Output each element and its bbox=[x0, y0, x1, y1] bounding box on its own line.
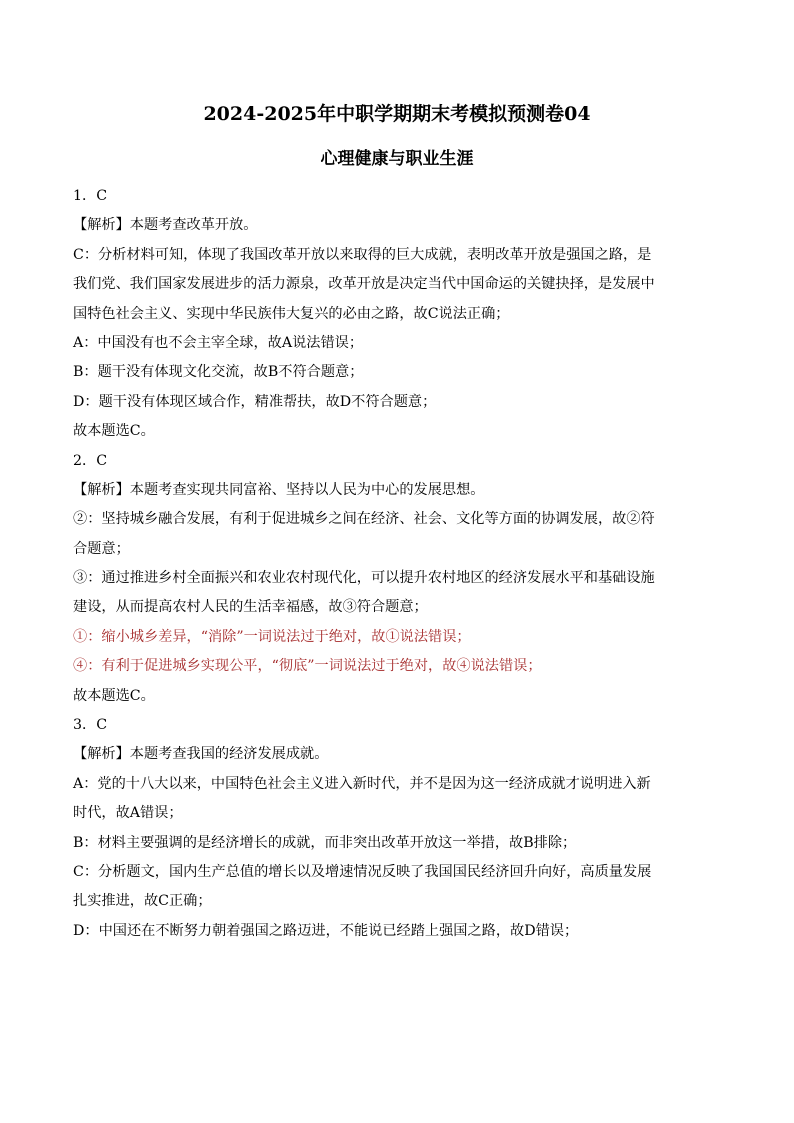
answer-content bbox=[73, 182, 723, 946]
answer-line: C：分析题文，国内生产总值的增长以及增速情况反映了我国国民经济回升向好，高质量发展 bbox=[73, 863, 652, 880]
answer-line: ③：通过推进乡村全面振兴和农业农村现代化，可以提升农村地区的经济发展水平和基础设施 bbox=[73, 570, 655, 587]
answer-line: 我们党、我们国家发展进步的活力源泉，改革开放是决定当代中国命运的关键抉择，是发展中 bbox=[73, 276, 655, 293]
answer-line: 时代，故A错误； bbox=[73, 805, 183, 822]
answer-line: 【解析】本题考查改革开放。 bbox=[73, 217, 258, 234]
answer-line: 故本题选C。 bbox=[73, 423, 155, 440]
answer-line: 2．C bbox=[73, 452, 108, 469]
answer-line: 【解析】本题考查实现共同富裕、坚持以人民为中心的发展思想。 bbox=[73, 481, 485, 498]
answer-line: 扎实推进，故C正确； bbox=[73, 893, 212, 910]
answer-line: 国特色社会主义、实现中华民族伟大复兴的必由之路，故C说法正确； bbox=[73, 305, 510, 322]
answer-line: B：题干没有体现文化交流，故B不符合题意； bbox=[73, 364, 364, 381]
answer-line: A：党的十八大以来，中国特色社会主义进入新时代，并不是因为这一经济成就才说明进入新 bbox=[73, 775, 651, 792]
page-subtitle: 心理健康与职业生涯 bbox=[320, 149, 474, 169]
answer-line: D：中国还在不断努力朝着强国之路迈进，不能说已经踏上强国之路，故D错误； bbox=[73, 922, 579, 939]
page-title: 2024-2025年中职学期期末考模拟预测卷04 bbox=[203, 103, 591, 125]
answer-line: C：分析材料可知，体现了我国改革开放以来取得的巨大成就，表明改革开放是强国之路，是 bbox=[73, 246, 652, 263]
answer-line: ②：坚持城乡融合发展，有利于促进城乡之间在经济、社会、文化等方面的协调发展，故②符 bbox=[73, 511, 655, 528]
answer-line: 故本题选C。 bbox=[73, 687, 155, 704]
answer-line: 建设，从而提高农村人民的生活幸福感，故③符合题意； bbox=[73, 599, 428, 616]
answer-line: ①：缩小城乡差异，“消除”一词说法过于绝对，故①说法错误； bbox=[73, 628, 471, 645]
answer-line: B：材料主要强调的是经济增长的成就，而非突出改革开放这一举措，故B排除； bbox=[73, 834, 577, 851]
answer-line: 合题意； bbox=[73, 540, 130, 557]
answer-line: D：题干没有体现区域合作，精准帮扶，故D不符合题意； bbox=[73, 393, 437, 410]
answer-line: 【解析】本题考查我国的经济发展成就。 bbox=[73, 746, 329, 763]
answer-line: 1．C bbox=[73, 188, 108, 204]
answer-line: 3．C bbox=[73, 717, 108, 734]
answer-line: ④：有利于促进城乡实现公平，“彻底”一词说法过于绝对，故④说法错误； bbox=[73, 658, 542, 675]
answer-line: A：中国没有也不会主宰全球，故A说法错误； bbox=[73, 334, 364, 351]
